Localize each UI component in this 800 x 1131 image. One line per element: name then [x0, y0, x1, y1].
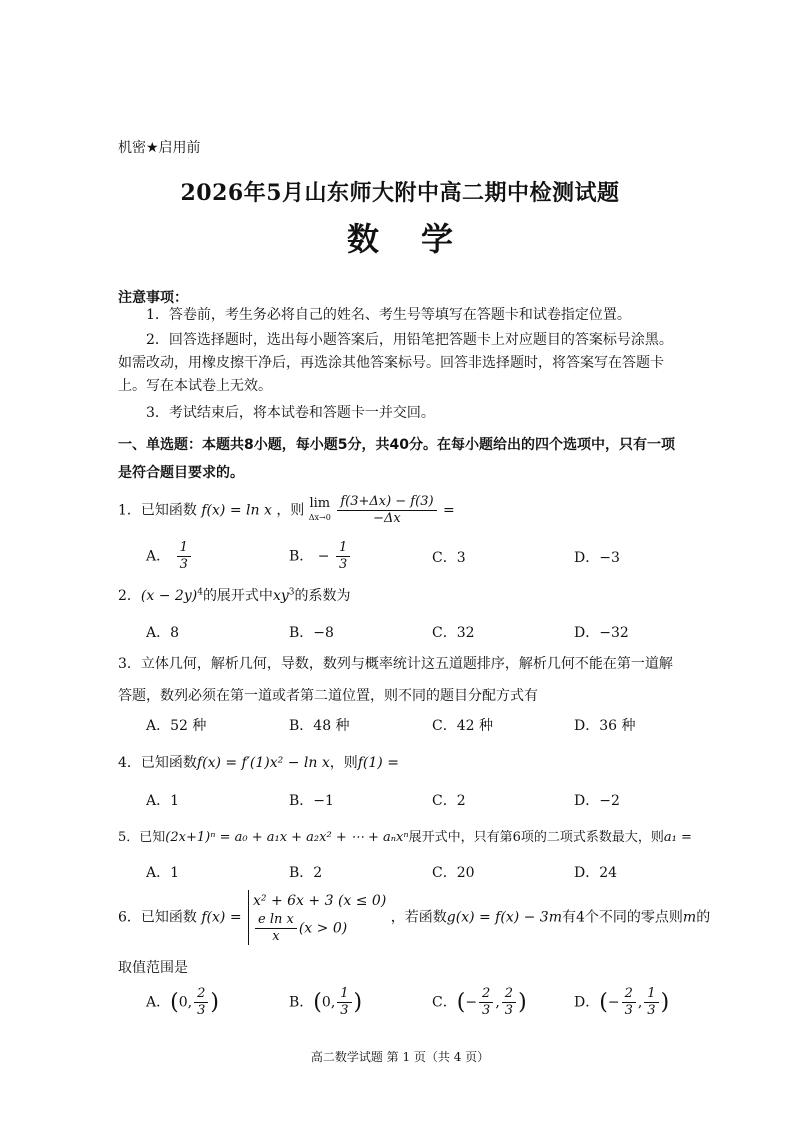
interval-end-fraction: [337, 986, 351, 1019]
note-item-1: 1．答卷前，考生务必将自己的姓名、考生号等填写在答题卡和试卷指定位置。: [146, 307, 631, 323]
interval-start: 0: [321, 994, 331, 1011]
interval-open: (: [313, 990, 322, 1015]
option-letter: A．: [146, 865, 171, 881]
option-text: 20: [456, 865, 475, 881]
interval-open: (: [599, 990, 608, 1015]
question-1: [118, 494, 455, 527]
option-text: 1: [170, 793, 180, 809]
option-letter: D．: [574, 793, 600, 809]
interval-close: ): [210, 990, 219, 1015]
option-fraction: [177, 540, 191, 573]
option-letter: A．: [146, 994, 171, 1011]
fraction-denominator: 3: [340, 1003, 349, 1018]
q2-term-exponent: 3: [288, 587, 295, 598]
interval-end-fraction: [194, 986, 208, 1019]
fraction-denominator: 3: [504, 1003, 514, 1018]
option-letter: C．: [432, 793, 457, 809]
interval-end-fraction: [502, 986, 516, 1019]
option-letter: D．: [574, 994, 600, 1011]
option-text: −1: [313, 793, 334, 809]
q1-option-b: [289, 540, 352, 573]
option-letter: B．: [289, 865, 314, 881]
exam-title: 2026年5月山东师大附中高二期中检测试题: [180, 180, 620, 206]
option-text: 2: [456, 793, 466, 809]
q4-function: f(x) = f′(1)x² − ln x: [196, 755, 330, 771]
interval-start-fraction: [622, 986, 636, 1019]
option-text: 2: [313, 865, 323, 881]
q6-case-2-fraction: [255, 912, 297, 945]
q1-limit: [309, 497, 331, 525]
option-text: 42 种: [456, 718, 493, 734]
q6-mid: ，若函数: [390, 909, 447, 926]
q2-term: xy: [272, 588, 289, 604]
q2-suffix: 的系数为: [294, 588, 351, 604]
interval-open: (: [456, 990, 466, 1015]
question-3: 3．立体几何，解析几何，导数，数列与概率统计这五道题排序，解析几何不能在第一道解答题，数列必须在第一道或者第二道位置，则不同的题目分配方式有: [118, 656, 673, 704]
q1-option-c: [432, 547, 466, 567]
fraction-numerator: e ln x: [255, 912, 297, 929]
fraction-numerator: 2: [622, 986, 636, 1003]
q1-equals: =: [443, 502, 455, 519]
option-text: −2: [599, 793, 620, 809]
q2-expression: (x − 2y): [140, 588, 198, 604]
option-letter: C．: [432, 994, 457, 1011]
q5-option-a: [146, 862, 179, 882]
q4-ask: f(1) =: [357, 755, 399, 771]
option-letter: C．: [432, 865, 457, 881]
fraction-denominator: 3: [179, 557, 188, 572]
option-text: 8: [170, 625, 180, 641]
q1-fraction: [337, 494, 436, 527]
option-text: 48 种: [313, 718, 350, 734]
option-letter: D．: [574, 718, 600, 734]
interval-start-fraction: [479, 986, 493, 1019]
option-text: 3: [456, 550, 466, 566]
option-text: 36 种: [599, 718, 636, 734]
option-letter: C．: [432, 625, 457, 641]
question-6: [118, 890, 710, 945]
interval-close: ): [353, 990, 363, 1015]
question-4: [118, 752, 399, 772]
option-letter: A．: [146, 793, 171, 809]
fraction-denominator: x: [272, 929, 280, 944]
q1-prefix: 1．已知函数: [118, 502, 197, 519]
fraction-denominator: 3: [482, 1003, 491, 1018]
q6-case-2-condition: (x > 0): [298, 920, 348, 937]
interval-open: (: [170, 990, 179, 1015]
fraction-numerator: 1: [336, 540, 350, 557]
q1-numerator: f(3+Δx) − f(3): [337, 494, 436, 511]
q6-line-2: 取值范围是: [118, 960, 188, 976]
q1-function: f(x) = ln x: [201, 502, 272, 519]
q5-option-d: [574, 862, 617, 882]
option-sign: −: [317, 548, 330, 565]
q5-option-b: [289, 862, 322, 882]
q2-option-c: [432, 622, 475, 642]
interval-end-fraction: [644, 986, 658, 1019]
q5-suffix: 展开式中，只有第6项的二项式系数最大，则: [408, 830, 664, 845]
q5-expression: (2x+1)ⁿ = a₀ + a₁x + a₂x² + ⋯ + aₙxⁿ: [165, 830, 409, 845]
fraction-numerator: 1: [337, 986, 351, 1003]
confidential-label: 机密★启用前: [118, 140, 201, 156]
q2-prefix: 2．: [118, 588, 141, 604]
q6-case-1: x² + 6x + 3 (x ≤ 0): [253, 893, 387, 909]
q2-exponent: 4: [197, 587, 203, 598]
fraction-denominator: 3: [624, 1003, 633, 1018]
interval-close: ): [518, 990, 527, 1015]
fraction-numerator: 2: [479, 986, 493, 1003]
option-text: −32: [599, 625, 629, 641]
q6-piecewise: [248, 890, 386, 945]
option-letter: B．: [289, 793, 314, 809]
q2-option-a: [146, 622, 179, 642]
option-letter: B．: [289, 718, 314, 734]
q1-denominator: −Δx: [373, 511, 401, 526]
q4-option-b: [289, 790, 334, 810]
fraction-denominator: 3: [338, 557, 348, 572]
fraction-numerator: 1: [177, 540, 191, 557]
q1-mid: ，则: [276, 502, 305, 519]
q6-g-function: g(x) = f(x) − 3m: [446, 909, 562, 926]
option-letter: B．: [289, 994, 314, 1011]
q1-limit-sub: Δx→0: [308, 512, 331, 522]
q4-mid: ，则: [329, 755, 358, 771]
notes-heading: 注意事项：: [118, 290, 188, 306]
q5-ask: a₁ =: [663, 830, 692, 845]
option-text: 1: [170, 865, 180, 881]
q4-option-c: [432, 790, 466, 810]
option-text: −3: [599, 550, 620, 566]
q6-function: f(x) =: [201, 909, 242, 926]
page-footer: 高二数学试题 第 1 页（共 4 页）: [310, 1050, 490, 1064]
fraction-numerator: 2: [502, 986, 516, 1003]
option-fraction: [336, 540, 350, 573]
q3-option-a: [146, 715, 206, 735]
option-letter: D．: [574, 625, 600, 641]
q6-suffix: 有4个不同的零点则: [562, 909, 683, 926]
option-letter: C．: [432, 550, 457, 566]
option-letter: C．: [432, 718, 457, 734]
section-1-heading: 一、单选题：本题共8小题，每小题5分，共40分。在每小题给出的四个选项中，只有一项是符合题目要求的。: [118, 437, 675, 481]
q6-option-d: D．(− $\frac{2}{3}$ , $\frac{1}{3}$ ): [574, 986, 670, 1018]
interval-close: ): [660, 990, 670, 1015]
option-letter: B．: [289, 625, 314, 641]
fraction-numerator: 2: [194, 986, 208, 1003]
option-letter: D．: [574, 865, 600, 881]
option-letter: A．: [146, 625, 171, 641]
option-letter: B．: [289, 548, 314, 565]
option-text: −8: [313, 625, 334, 641]
fraction-denominator: 3: [647, 1003, 656, 1018]
q6-option-b: B．(0, $\frac{1}{3}$ ): [289, 986, 363, 1018]
q3-option-b: [289, 715, 350, 735]
q1-option-a: [146, 540, 193, 573]
option-letter: A．: [146, 548, 171, 565]
q2-mid: 的展开式中: [202, 588, 273, 604]
fraction-denominator: 3: [197, 1003, 206, 1018]
q4-option-a: [146, 790, 179, 810]
option-letter: A．: [146, 718, 171, 734]
q4-option-d: [574, 790, 620, 810]
q1-option-d: [574, 547, 620, 567]
q4-prefix: 4．已知函数: [118, 755, 197, 771]
q6-prefix: 6．已知函数: [118, 909, 197, 926]
interval-start: 0: [178, 994, 188, 1011]
q2-option-d: [574, 622, 629, 642]
q6-option-c: C．(− $\frac{2}{3}$ , $\frac{2}{3}$ ): [432, 986, 527, 1018]
option-text: 32: [456, 625, 475, 641]
question-5: [118, 826, 692, 845]
q3-option-d: [574, 715, 636, 735]
subject-title: 数学: [346, 220, 495, 258]
option-letter: D．: [574, 550, 600, 566]
fraction-numerator: 1: [644, 986, 658, 1003]
q6-suffix-2: 的: [696, 909, 711, 926]
q2-option-b: [289, 622, 334, 642]
question-2: [118, 585, 350, 605]
q1-limit-word: lim: [309, 495, 331, 511]
q5-option-c: [432, 862, 475, 882]
note-item-2: 2．回答选择题时，选出每小题答案后，用铅笔把答题卡上对应题目的答案标号涂黑。如需改动，用橡皮擦干净后，再选涂其他答案标号。回答非选择题时，将答案写在答题卡上。写在本试卷上无效。: [118, 332, 673, 394]
note-item-3: 3．考试结束后，将本试卷和答题卡一并交回。: [146, 405, 435, 421]
q6-option-a: A．(0, $\frac{2}{3}$ ): [146, 986, 219, 1018]
q6-case-2: [253, 912, 386, 945]
q5-prefix: 5．已知: [118, 830, 166, 845]
option-text: 24: [599, 865, 618, 881]
q6-m: m: [682, 909, 697, 926]
q3-option-c: [432, 715, 493, 735]
option-text: 52 种: [170, 718, 207, 734]
